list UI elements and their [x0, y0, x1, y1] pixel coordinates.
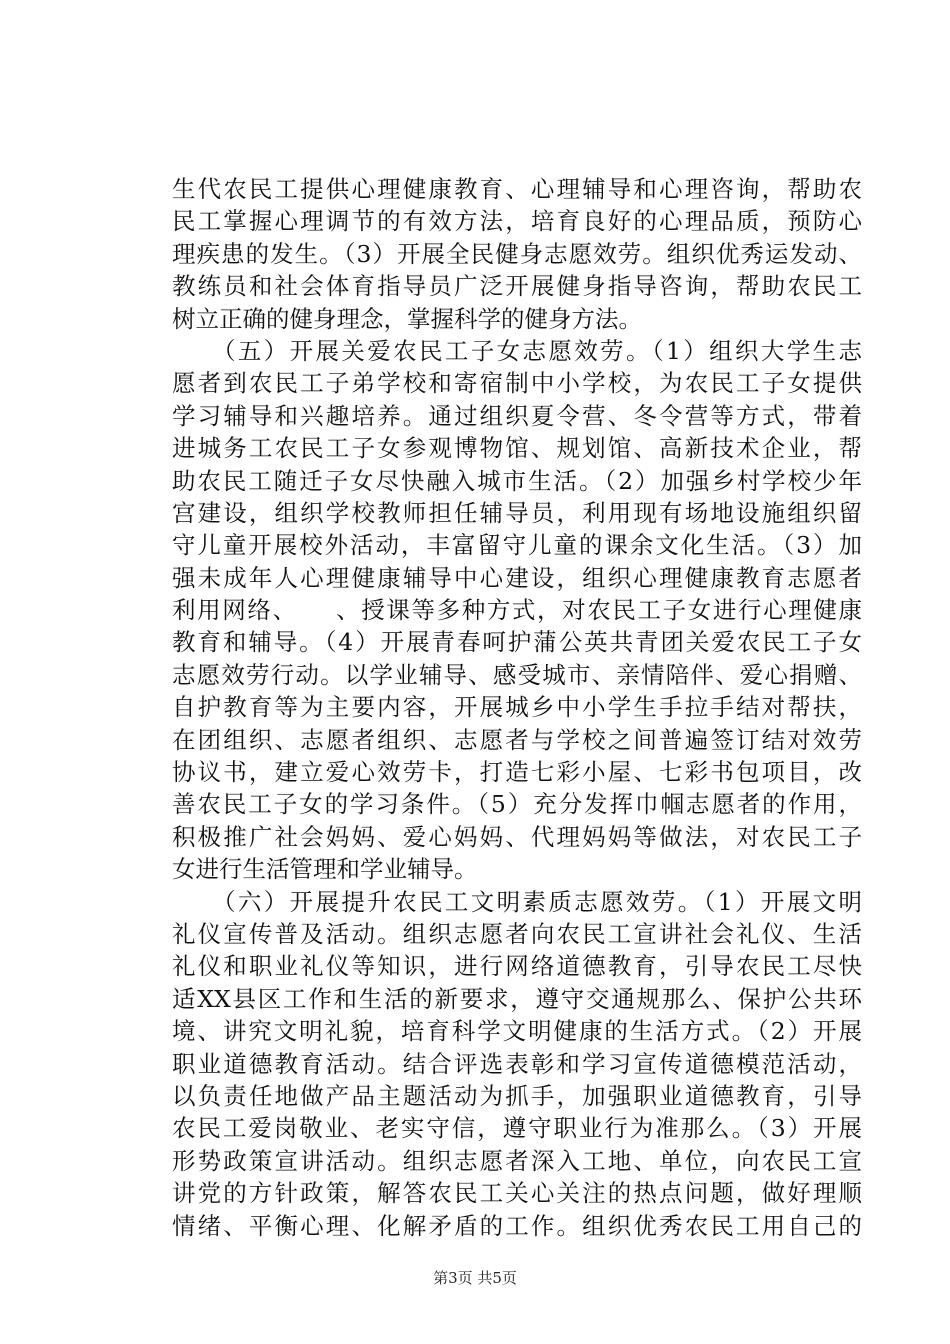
- text-line: （五）开展关爱农民工子女志愿效劳。（1）组织大学生志: [172, 336, 862, 365]
- text-line: 职业道德教育活动。结合评选表彰和学习宣传道德模范活动，: [172, 1049, 862, 1078]
- text-line: 协议书，建立爱心效劳卡，打造七彩小屋、七彩书包项目，改: [172, 758, 862, 787]
- text-line: 强未成年人心理健康辅导中心建设，组织心理健康教育志愿者: [172, 563, 862, 592]
- text-line: 在团组织、志愿者组织、志愿者与学校之间普遍签订结对效劳: [172, 725, 862, 754]
- page-number: 第3页 共5页: [433, 1269, 517, 1287]
- text-line: 境、讲究文明礼貌，培育科学文明健康的生活方式。（2）开展: [172, 1017, 862, 1046]
- text-line: 志愿效劳行动。以学业辅导、感受城市、亲情陪伴、爱心捐赠、: [172, 660, 862, 689]
- text-line: 助农民工随迁子女尽快融入城市生活。（2）加强乡村学校少年: [172, 466, 862, 495]
- text-line: 自护教育等为主要内容，开展城乡中小学生手拉手结对帮扶，: [172, 693, 862, 722]
- page-footer: [0, 1267, 950, 1288]
- text-line: 形势政策宣讲活动。组织志愿者深入工地、单位，向农民工宣: [172, 1146, 862, 1175]
- text-line: 理疾患的发生。（3）开展全民健身志愿效劳。组织优秀运发动、: [172, 239, 862, 268]
- text-line: 愿者到农民工子弟学校和寄宿制中小学校，为农民工子女提供: [172, 369, 862, 398]
- text-line: 守儿童开展校外活动，丰富留守儿童的课余文化生活。（3）加: [172, 531, 862, 560]
- text-line: 礼仪宣传普及活动。组织志愿者向农民工宣讲社会礼仪、生活: [172, 919, 862, 948]
- text-line: 进城务工农民工子女参观博物馆、规划馆、高新技术企业，帮: [172, 434, 862, 463]
- text-line: 女进行生活管理和学业辅导。: [172, 855, 478, 884]
- text-line: （六）开展提升农民工文明素质志愿效劳。（1）开展文明: [172, 887, 862, 916]
- text-line: 讲党的方针政策，解答农民工关心关注的热点问题，做好理顺: [172, 1179, 862, 1208]
- text-line: 学习辅导和兴趣培养。通过组织夏令营、冬令营等方式，带着: [172, 401, 862, 430]
- text-line: 宫建设，组织学校教师担任辅导员，利用现有场地设施组织留: [172, 498, 862, 527]
- text-line: 善农民工子女的学习条件。（5）充分发挥巾帼志愿者的作用，: [172, 790, 862, 819]
- text-line: 教练员和社会体育指导员广泛开展健身指导咨询，帮助农民工: [172, 272, 862, 301]
- text-line: 情绪、平衡心理、化解矛盾的工作。组织优秀农民工用自己的: [172, 1211, 862, 1240]
- text-line: 利用网络、 、授课等多种方式，对农民工子女进行心理健康: [172, 596, 862, 625]
- text-line: 积极推广社会妈妈、爱心妈妈、代理妈妈等做法，对农民工子: [172, 822, 862, 851]
- text-line: 以负责任地做产品主题活动为抓手，加强职业道德教育，引导: [172, 1081, 862, 1110]
- text-line: 教育和辅导。（4）开展青春呵护蒲公英共青团关爱农民工子女: [172, 628, 862, 657]
- text-line: 生代农民工提供心理健康教育、心理辅导和心理咨询，帮助农: [172, 175, 862, 203]
- text-line: 民工掌握心理调节的有效方法，培育良好的心理品质，预防心: [172, 207, 862, 236]
- text-line: 树立正确的健身理念，掌握科学的健身方法。: [172, 304, 642, 333]
- text-line: 礼仪和职业礼仪等知识，进行网络道德教育，引导农民工尽快: [172, 952, 862, 981]
- text-line: 适XX县区工作和生活的新要求，遵守交通规那么、保护公共环: [172, 984, 862, 1013]
- body-text: [172, 173, 862, 1242]
- text-line: 农民工爱岗敬业、老实守信，遵守职业行为准那么。（3）开展: [172, 1114, 862, 1143]
